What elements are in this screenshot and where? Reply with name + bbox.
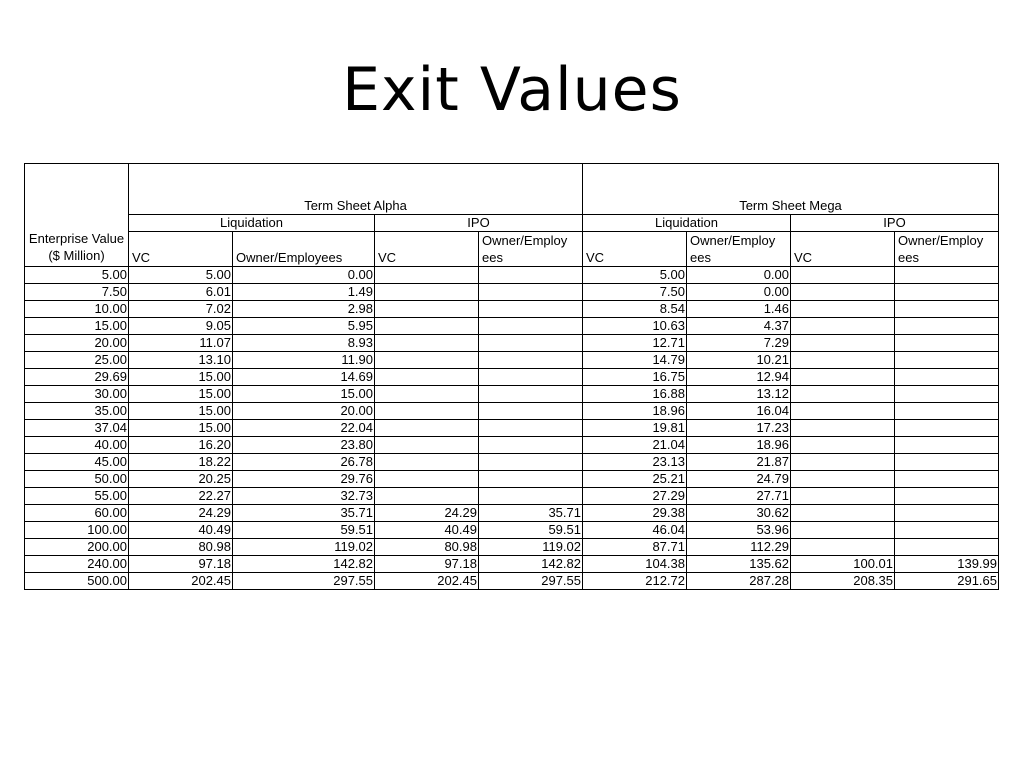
page-title: Exit Values <box>342 55 682 125</box>
table-cell <box>375 454 479 471</box>
table-cell: 2.98 <box>233 301 375 318</box>
exit-values-table <box>24 163 999 590</box>
table-cell <box>479 267 583 284</box>
enterprise-value-cell: 7.50 <box>25 284 129 301</box>
table-cell: 14.69 <box>233 369 375 386</box>
table-cell: 7.02 <box>129 301 233 318</box>
table-cell: 15.00 <box>129 420 233 437</box>
table-cell: 4.37 <box>687 318 791 335</box>
table-cell <box>375 284 479 301</box>
mega-ipo-header: IPO <box>791 215 999 232</box>
table-cell: 20.00 <box>233 403 375 420</box>
table-cell: 35.71 <box>233 505 375 522</box>
table-cell: 10.21 <box>687 352 791 369</box>
table-cell <box>791 267 895 284</box>
table-row <box>25 335 999 352</box>
table-cell: 112.29 <box>687 539 791 556</box>
table-cell: 142.82 <box>233 556 375 573</box>
enterprise-value-cell: 200.00 <box>25 539 129 556</box>
table-cell: 16.04 <box>687 403 791 420</box>
table-cell: 5.00 <box>129 267 233 284</box>
table-cell: 15.00 <box>233 386 375 403</box>
column-header: Owner/Employ ees <box>687 232 791 267</box>
table-cell: 14.79 <box>583 352 687 369</box>
table-row <box>25 318 999 335</box>
table-cell: 104.38 <box>583 556 687 573</box>
table-cell: 27.71 <box>687 488 791 505</box>
table-cell <box>895 471 999 488</box>
enterprise-value-cell: 45.00 <box>25 454 129 471</box>
table-cell: 7.50 <box>583 284 687 301</box>
table-cell: 13.10 <box>129 352 233 369</box>
table-cell: 135.62 <box>687 556 791 573</box>
table-cell: 10.63 <box>583 318 687 335</box>
table-cell: 19.81 <box>583 420 687 437</box>
table-cell <box>895 318 999 335</box>
table-cell <box>375 437 479 454</box>
table-cell: 11.90 <box>233 352 375 369</box>
table-cell: 22.27 <box>129 488 233 505</box>
table-cell: 18.22 <box>129 454 233 471</box>
table-row <box>25 403 999 420</box>
table-cell <box>895 522 999 539</box>
enterprise-value-cell: 10.00 <box>25 301 129 318</box>
table-cell: 119.02 <box>479 539 583 556</box>
enterprise-value-cell: 40.00 <box>25 437 129 454</box>
table-cell: 297.55 <box>479 573 583 590</box>
table-row <box>25 352 999 369</box>
table-cell: 23.13 <box>583 454 687 471</box>
enterprise-value-cell: 37.04 <box>25 420 129 437</box>
table-cell: 25.21 <box>583 471 687 488</box>
table-cell: 59.51 <box>233 522 375 539</box>
column-header: VC <box>583 232 687 267</box>
table-cell <box>791 505 895 522</box>
table-cell <box>895 454 999 471</box>
table-row <box>25 471 999 488</box>
column-header: VC <box>791 232 895 267</box>
table-cell: 119.02 <box>233 539 375 556</box>
table-cell: 142.82 <box>479 556 583 573</box>
table-cell: 11.07 <box>129 335 233 352</box>
table-cell: 24.29 <box>375 505 479 522</box>
enterprise-value-cell: 60.00 <box>25 505 129 522</box>
table-cell: 53.96 <box>687 522 791 539</box>
table-cell <box>375 301 479 318</box>
table-cell <box>895 386 999 403</box>
table-cell <box>791 539 895 556</box>
table-cell: 212.72 <box>583 573 687 590</box>
table-cell <box>895 539 999 556</box>
table-cell: 97.18 <box>129 556 233 573</box>
table-cell: 5.00 <box>583 267 687 284</box>
column-header: VC <box>375 232 479 267</box>
enterprise-value-cell: 29.69 <box>25 369 129 386</box>
table-cell <box>375 403 479 420</box>
table-cell: 100.01 <box>791 556 895 573</box>
table-cell <box>375 267 479 284</box>
table-row <box>25 505 999 522</box>
table-cell <box>479 386 583 403</box>
enterprise-value-cell: 100.00 <box>25 522 129 539</box>
table-cell: 40.49 <box>129 522 233 539</box>
table-cell: 87.71 <box>583 539 687 556</box>
table-row <box>25 556 999 573</box>
table-cell <box>895 335 999 352</box>
table-cell <box>479 369 583 386</box>
table-cell: 139.99 <box>895 556 999 573</box>
table-row <box>25 488 999 505</box>
table-row <box>25 301 999 318</box>
table-cell <box>479 318 583 335</box>
table-cell: 16.88 <box>583 386 687 403</box>
table-row <box>25 369 999 386</box>
column-header: VC <box>129 232 233 267</box>
table-cell <box>375 386 479 403</box>
enterprise-value-cell: 35.00 <box>25 403 129 420</box>
table-cell: 35.71 <box>479 505 583 522</box>
table-cell <box>791 352 895 369</box>
table-cell: 15.00 <box>129 369 233 386</box>
enterprise-value-header: Enterprise Value ($ Million) <box>25 164 129 267</box>
table-cell: 59.51 <box>479 522 583 539</box>
table-cell: 1.46 <box>687 301 791 318</box>
table-cell: 15.00 <box>129 403 233 420</box>
table-cell: 297.55 <box>233 573 375 590</box>
table-cell: 7.29 <box>687 335 791 352</box>
table-cell: 291.65 <box>895 573 999 590</box>
table-cell: 46.04 <box>583 522 687 539</box>
table-cell: 30.62 <box>687 505 791 522</box>
table-cell <box>791 301 895 318</box>
table-cell <box>791 335 895 352</box>
table-cell <box>791 386 895 403</box>
enterprise-value-cell: 15.00 <box>25 318 129 335</box>
column-header: Owner/Employ ees <box>895 232 999 267</box>
table-row <box>25 267 999 284</box>
table-row <box>25 539 999 556</box>
table-cell: 24.29 <box>129 505 233 522</box>
enterprise-value-cell: 50.00 <box>25 471 129 488</box>
table-cell: 8.93 <box>233 335 375 352</box>
table-cell <box>479 420 583 437</box>
table-row <box>25 437 999 454</box>
table-body <box>25 267 999 590</box>
column-header: Owner/Employees <box>233 232 375 267</box>
table-cell <box>479 488 583 505</box>
table-row <box>25 284 999 301</box>
table-cell <box>479 335 583 352</box>
table-cell <box>895 267 999 284</box>
table-cell: 208.35 <box>791 573 895 590</box>
table-cell: 29.38 <box>583 505 687 522</box>
table-cell: 0.00 <box>233 267 375 284</box>
table-cell: 22.04 <box>233 420 375 437</box>
table-cell: 12.71 <box>583 335 687 352</box>
table-cell <box>895 437 999 454</box>
alpha-ipo-header: IPO <box>375 215 583 232</box>
table-cell: 12.94 <box>687 369 791 386</box>
table-cell <box>895 284 999 301</box>
table-cell: 97.18 <box>375 556 479 573</box>
table-cell: 17.23 <box>687 420 791 437</box>
table-cell: 9.05 <box>129 318 233 335</box>
enterprise-value-cell: 500.00 <box>25 573 129 590</box>
table-cell <box>479 301 583 318</box>
table-cell: 1.49 <box>233 284 375 301</box>
table-cell: 23.80 <box>233 437 375 454</box>
table-cell <box>791 471 895 488</box>
table-cell: 80.98 <box>129 539 233 556</box>
enterprise-value-cell: 55.00 <box>25 488 129 505</box>
table-cell: 29.76 <box>233 471 375 488</box>
table-cell <box>895 488 999 505</box>
table-cell <box>479 471 583 488</box>
table-cell <box>375 488 479 505</box>
enterprise-value-cell: 20.00 <box>25 335 129 352</box>
table-cell <box>375 335 479 352</box>
table-cell <box>375 369 479 386</box>
table-cell <box>479 352 583 369</box>
table-cell <box>375 352 479 369</box>
term-sheet-alpha-header: Term Sheet Alpha <box>129 164 583 215</box>
table-cell <box>791 437 895 454</box>
table-cell: 15.00 <box>129 386 233 403</box>
table-row <box>25 420 999 437</box>
table-row <box>25 522 999 539</box>
column-header: Owner/Employ ees <box>479 232 583 267</box>
table-cell <box>375 471 479 488</box>
enterprise-value-cell: 25.00 <box>25 352 129 369</box>
table-cell <box>479 403 583 420</box>
table-cell <box>895 352 999 369</box>
alpha-liquidation-header: Liquidation <box>129 215 375 232</box>
table-cell: 18.96 <box>687 437 791 454</box>
table-cell: 5.95 <box>233 318 375 335</box>
enterprise-value-cell: 5.00 <box>25 267 129 284</box>
term-sheet-mega-header: Term Sheet Mega <box>583 164 999 215</box>
table-row <box>25 454 999 471</box>
table-cell: 6.01 <box>129 284 233 301</box>
table-cell <box>479 437 583 454</box>
table-cell: 18.96 <box>583 403 687 420</box>
table-row <box>25 386 999 403</box>
table-cell <box>895 420 999 437</box>
table-cell <box>791 522 895 539</box>
table-cell <box>479 454 583 471</box>
table-cell <box>375 420 479 437</box>
table-cell <box>791 284 895 301</box>
table-cell <box>791 454 895 471</box>
table-cell <box>895 505 999 522</box>
table-cell: 0.00 <box>687 284 791 301</box>
table-cell <box>791 369 895 386</box>
table-cell: 16.20 <box>129 437 233 454</box>
table-cell: 8.54 <box>583 301 687 318</box>
table-cell <box>791 488 895 505</box>
table-cell: 13.12 <box>687 386 791 403</box>
table-cell: 202.45 <box>129 573 233 590</box>
table-cell: 0.00 <box>687 267 791 284</box>
table-cell: 16.75 <box>583 369 687 386</box>
table-cell: 80.98 <box>375 539 479 556</box>
table-cell <box>895 301 999 318</box>
table-cell: 202.45 <box>375 573 479 590</box>
table-cell <box>375 318 479 335</box>
table-cell <box>895 369 999 386</box>
table-cell: 287.28 <box>687 573 791 590</box>
table-cell: 27.29 <box>583 488 687 505</box>
table-cell: 20.25 <box>129 471 233 488</box>
table-cell <box>791 420 895 437</box>
table-cell: 21.04 <box>583 437 687 454</box>
table-cell: 26.78 <box>233 454 375 471</box>
mega-liquidation-header: Liquidation <box>583 215 791 232</box>
table-cell: 40.49 <box>375 522 479 539</box>
table-cell <box>895 403 999 420</box>
table-cell <box>479 284 583 301</box>
enterprise-value-cell: 30.00 <box>25 386 129 403</box>
table-row <box>25 573 999 590</box>
table-cell: 24.79 <box>687 471 791 488</box>
table-cell: 21.87 <box>687 454 791 471</box>
table-cell <box>791 403 895 420</box>
table-cell <box>791 318 895 335</box>
enterprise-value-cell: 240.00 <box>25 556 129 573</box>
table-cell: 32.73 <box>233 488 375 505</box>
